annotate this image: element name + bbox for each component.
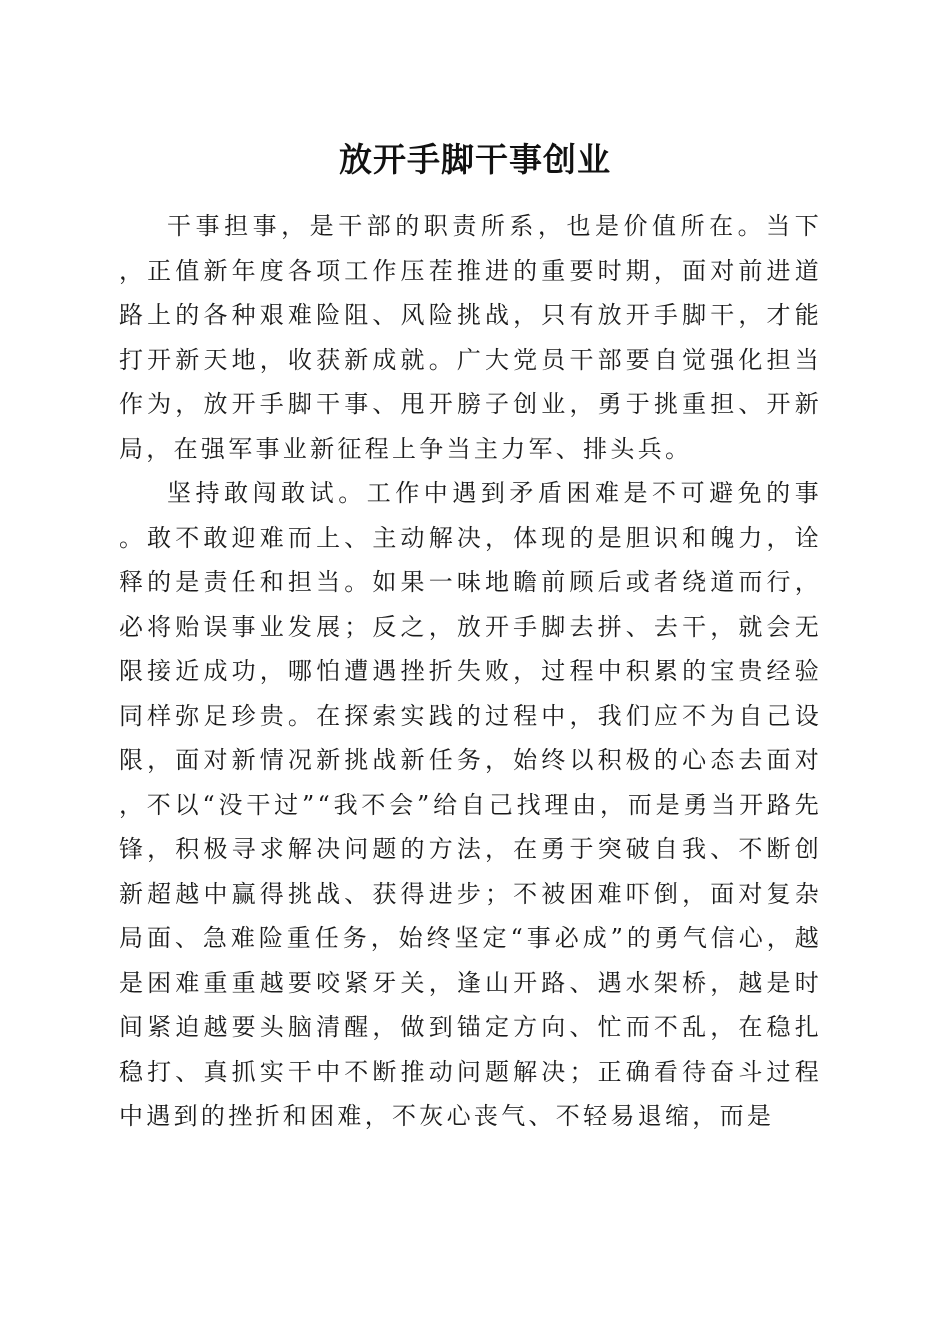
document-title: 放开手脚干事创业 — [339, 140, 611, 179]
paragraph: 坚持敢闯敢试。工作中遇到矛盾困难是不可避免的事。敢不敢迎难而上、主动解决，体现的是胆识和魄力，诠释的是责任和担当。如果一味地瞻前顾后或者绕道而行，必将贻误事业发展；反之，放开手脚去拼、去干，就会无限接近成功，哪怕遭遇挫折失败，过程中积累的宝贵经验同样弥足珍贵。在探索实践的过程中，我们应不为自己设限，面对新情况新挑战新任务，始终以积极的心态去面对，不以“没干过”“我不会”给自己找理由，而是勇当开路先锋，积极寻求解决问题的方法，在勇于突破自我、不断创新超越中赢得挑战、获得进步；不被困难吓倒，面对复杂局面、急难险重任务，始终坚定“事必成”的勇气信心，越是困难重重越要咬紧牙关，逢山开路、遇水架桥，越是时间紧迫越要头脑清醒，做到锚定方向、忙而不乱，在稳扎稳打、真抓实干中不断推动问题解决；正确看待奋斗过程中遇到的挫折和困难，不灰心丧气、不轻易退缩，而是 — [119, 479, 822, 1130]
document-body — [119, 204, 822, 1139]
paragraph: 干事担事，是干部的职责所系，也是价值所在。当下，正值新年度各项工作压茬推进的重要时期，面对前进道路上的各种艰难险阻、风险挑战，只有放开手脚干，才能打开新天地，收获新成就。广大党员干部要自觉强化担当作为，放开手脚干事、甩开膀子创业，勇于挑重担、开新局，在强军事业新征程上争当主力军、排头兵。 — [119, 212, 822, 463]
